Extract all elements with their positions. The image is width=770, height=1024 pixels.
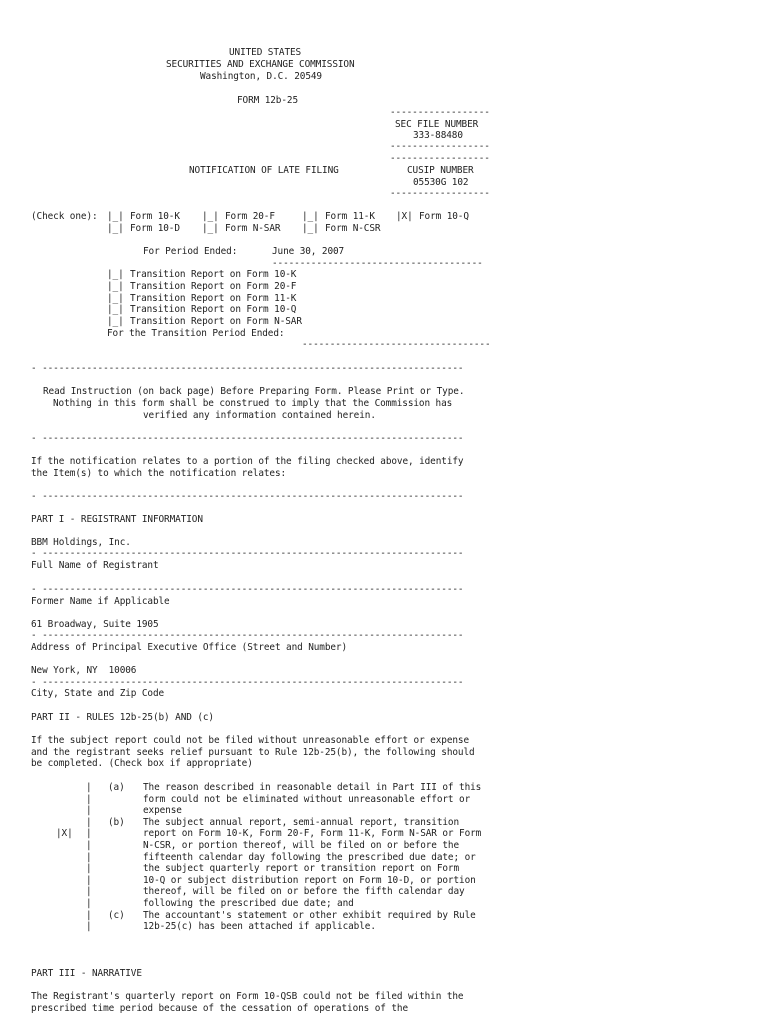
item-a-line: The reason described in reasonable detail in Part III of this — [143, 782, 482, 793]
checkbox-transition-20f[interactable]: |_| — [107, 281, 124, 292]
bracket-bar: | — [86, 840, 92, 851]
cusip-label: CUSIP NUMBER — [407, 165, 474, 176]
transition-label-10k: Transition Report on Form 10-K — [130, 269, 297, 280]
separator-rule: - ---------------------------------------------------------------------------- — [31, 630, 464, 641]
former-name-label: Former Name if Applicable — [31, 596, 170, 607]
cusip-bottom-rule: ------------------ — [390, 188, 490, 199]
transition-label-20f: Transition Report on Form 20-F — [130, 281, 297, 292]
separator-rule: - ---------------------------------------------------------------------------- — [31, 363, 464, 374]
registrant-name: BBM Holdings, Inc. — [31, 537, 131, 548]
narrative-line-1: The Registrant's quarterly report on Form 10-QSB could not be filed within the — [31, 991, 464, 1002]
transition-period-label: For the Transition Period Ended: — [107, 328, 285, 339]
separator-rule: - ---------------------------------------------------------------------------- — [31, 433, 464, 444]
bracket-bar: | — [86, 782, 92, 793]
bracket-bar: | — [86, 863, 92, 874]
registrant-name-label: Full Name of Registrant — [31, 560, 159, 571]
address-label: Address of Principal Executive Office (Street and Number) — [31, 642, 348, 653]
checkbox-transition-11k[interactable]: |_| — [107, 293, 124, 304]
item-a-line: form could not be eliminated without unreasonable effort or — [143, 794, 471, 805]
part-2-heading: PART II - RULES 12b-25(b) AND (c) — [31, 712, 214, 723]
narrative-line-2: prescribed time period because of the cessation of operations of the — [31, 1003, 409, 1014]
part-3-heading: PART III - NARRATIVE — [31, 968, 142, 979]
agency-line-2: SECURITIES AND EXCHANGE COMMISSION — [166, 59, 355, 70]
checkbox-form-10k[interactable]: |_| — [107, 211, 124, 222]
bracket-bar: | — [86, 817, 92, 828]
city-label: City, State and Zip Code — [31, 688, 165, 699]
checkbox-label-form-ncsr: Form N-CSR — [325, 223, 381, 234]
item-b-line: N-CSR, or portion thereof, will be filed on or before the — [143, 840, 460, 851]
transition-period-rule: ---------------------------------- — [302, 339, 491, 350]
registrant-city: New York, NY 10006 — [31, 665, 137, 676]
registrant-address: 61 Broadway, Suite 1905 — [31, 619, 159, 630]
sec-file-value: 333-88480 — [413, 130, 463, 141]
notification-title: NOTIFICATION OF LATE FILING — [189, 165, 339, 176]
bracket-bar: | — [86, 794, 92, 805]
portion-note-line-1: If the notification relates to a portion of the filing checked above, identify — [31, 456, 464, 467]
bracket-bar: | — [86, 805, 92, 816]
cusip-top-rule: ------------------ — [390, 153, 490, 164]
item-b-line: The subject annual report, semi-annual report, transition — [143, 817, 460, 828]
checkbox-label-form-11k: Form 11-K — [325, 211, 375, 222]
item-c-line: The accountant's statement or other exhibit required by Rule — [143, 910, 476, 921]
checkbox-label-form-10q: Form 10-Q — [419, 211, 469, 222]
separator-rule: - ---------------------------------------------------------------------------- — [31, 491, 464, 502]
item-b-line: 10-Q or subject distribution report on Form 10-D, or portion — [143, 875, 476, 886]
checkbox-label-form-nsar: Form N-SAR — [225, 223, 281, 234]
item-b-line: the subject quarterly report or transition report on Form — [143, 863, 460, 874]
item-c-letter: (c) — [108, 910, 125, 921]
period-ended-rule: -------------------------------------- — [272, 258, 483, 269]
bracket-bar: | — [86, 886, 92, 897]
separator-rule: - ---------------------------------------------------------------------------- — [31, 548, 464, 559]
portion-note-line-2: the Item(s) to which the notification relates: — [31, 468, 287, 479]
instructions-line-1: Read Instruction (on back page) Before Preparing Form. Please Print or Type. — [43, 386, 465, 397]
transition-label-10q: Transition Report on Form 10-Q — [130, 304, 297, 315]
item-a-letter: (a) — [108, 782, 125, 793]
part-2-intro-line-2: and the registrant seeks relief pursuant to Rule 12b-25(b), the following should — [31, 747, 475, 758]
checkbox-label-form-20f: Form 20-F — [225, 211, 275, 222]
form-title: FORM 12b-25 — [237, 95, 298, 106]
check-one-label: (Check one): — [31, 211, 98, 222]
checkbox-transition-10k[interactable]: |_| — [107, 269, 124, 280]
bracket-bar: | — [86, 898, 92, 909]
checkbox-label-form-10k: Form 10-K — [130, 211, 180, 222]
checkbox-form-11k[interactable]: |_| — [302, 211, 319, 222]
cusip-value: 05530G 102 — [413, 177, 469, 188]
part-1-heading: PART I - REGISTRANT INFORMATION — [31, 514, 203, 525]
checkbox-rule-12b-25b[interactable]: |X| — [56, 828, 73, 839]
transition-label-11k: Transition Report on Form 11-K — [130, 293, 297, 304]
bracket-bar: | — [86, 828, 92, 839]
item-b-line: thereof, will be filed on or before the fifth calendar day — [143, 886, 465, 897]
item-b-line: following the prescribed due date; and — [143, 898, 354, 909]
checkbox-form-nsar[interactable]: |_| — [202, 223, 219, 234]
transition-label-nsar: Transition Report on Form N-SAR — [130, 316, 302, 327]
separator-rule: - ---------------------------------------------------------------------------- — [31, 677, 464, 688]
period-ended-value: June 30, 2007 — [272, 246, 345, 257]
part-2-intro-line-3: be completed. (Check box if appropriate) — [31, 758, 253, 769]
agency-line-3: Washington, D.C. 20549 — [200, 71, 322, 82]
sec-file-top-rule: ------------------ — [390, 107, 490, 118]
checkbox-label-form-10d: Form 10-D — [130, 223, 180, 234]
item-c-line: 12b-25(c) has been attached if applicable. — [143, 921, 376, 932]
separator-rule: - ---------------------------------------------------------------------------- — [31, 584, 464, 595]
sec-file-label: SEC FILE NUMBER — [395, 119, 479, 130]
item-b-line: fifteenth calendar day following the prescribed due date; or — [143, 852, 476, 863]
instructions-line-2: Nothing in this form shall be construed to imply that the Commission has — [53, 398, 453, 409]
bracket-bar: | — [86, 910, 92, 921]
agency-line-1: UNITED STATES — [229, 47, 302, 58]
bracket-bar: | — [86, 921, 92, 932]
item-a-line: expense — [143, 805, 182, 816]
item-b-letter: (b) — [108, 817, 125, 828]
checkbox-form-ncsr[interactable]: |_| — [302, 223, 319, 234]
checkbox-transition-nsar[interactable]: |_| — [107, 316, 124, 327]
period-ended-label: For Period Ended: — [143, 246, 238, 257]
checkbox-transition-10q[interactable]: |_| — [107, 304, 124, 315]
part-2-intro-line-1: If the subject report could not be filed without unreasonable effort or expense — [31, 735, 469, 746]
checkbox-form-20f[interactable]: |_| — [202, 211, 219, 222]
checkbox-form-10q[interactable]: |X| — [396, 211, 413, 222]
sec-file-bottom-rule: ------------------ — [390, 141, 490, 152]
bracket-bar: | — [86, 852, 92, 863]
instructions-line-3: verified any information contained herein. — [143, 410, 376, 421]
item-b-line: report on Form 10-K, Form 20-F, Form 11-K, Form N-SAR or Form — [143, 828, 482, 839]
bracket-bar: | — [86, 875, 92, 886]
checkbox-form-10d[interactable]: |_| — [107, 223, 124, 234]
